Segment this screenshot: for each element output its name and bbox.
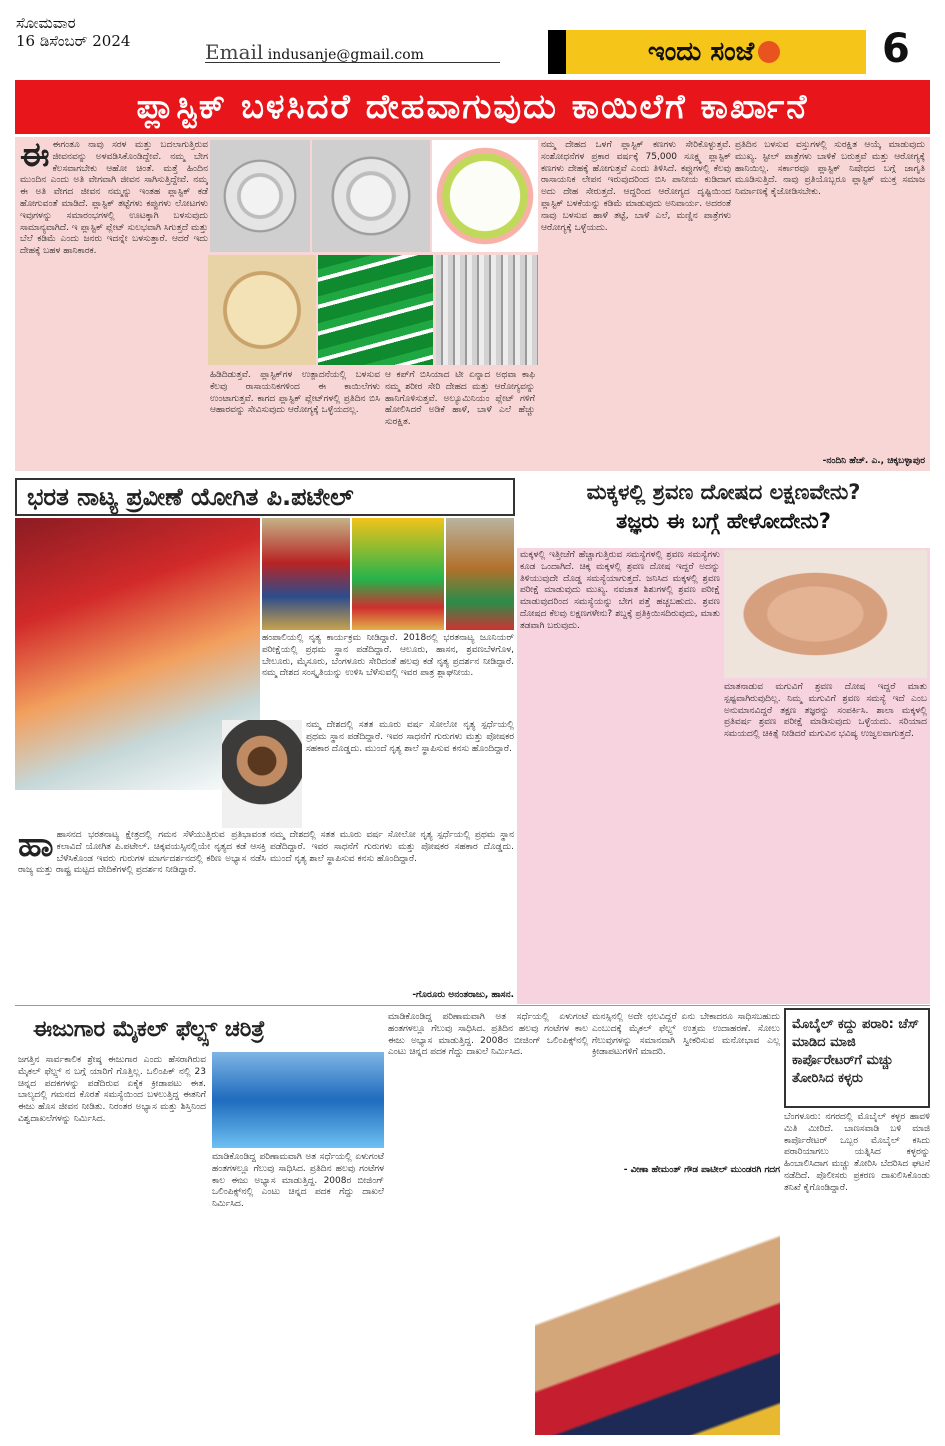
ear-col-1: ಮಕ್ಕಳಲ್ಲಿ ಇತ್ತೀಚೆಗೆ ಹೆಚ್ಚಾಗುತ್ತಿರುವ ಸಮಸ್ಯೆಗಳಲ್ಲಿ ಶ್ರವಣ ಸಮಸ್ಯೆಗಳು ಕೂಡ ಒಂದಾಗಿದೆ. ಚಿಕ್ಕ ಮಕ್ಕಳಲ್ಲಿ ಶ್ರವಣ ದೋಷ ಇದ್ದರೆ ಅದನ್ನು ತಿಳಿಯುವುದೇ ದೊಡ್ಡ ಸಮಸ್ಯೆಯಾಗುತ್ತದೆ. ಜನಿಸಿದ ಮಕ್ಕಳಲ್ಲಿ ಶ್ರವಣ ಪರೀಕ್ಷೆ ಮಾಡುವುದು ಮುಖ್ಯ. ನವಜಾತ ಶಿಶುಗಳಲ್ಲಿ ಶ್ರವಣ ಪರೀಕ್ಷೆ ಮಾಡುವುದರಿಂದ ಸಮಸ್ಯೆಯನ್ನು ಬೇಗ ಪತ್ತೆ ಹಚ್ಚಬಹುದು. ಶ್ರವಣ ದೋಷದ ಕೆಲವು ಲಕ್ಷಣಗಳೇನು? ಶಬ್ದಕ್ಕೆ ಪ್ರತಿಕ್ರಿಯಿಸದಿರುವುದು, ಮಾತು ತಡವಾಗಿ ಬರುವುದು. [520, 550, 720, 631]
email-address[interactable]: indusanje@gmail.com [267, 47, 424, 63]
dance-dropcap: ಹಾ [18, 830, 54, 865]
green-plates-photo [318, 255, 433, 365]
swimmer-gold-medal-photo [535, 1190, 780, 1435]
stacked-plates-photo [436, 255, 538, 365]
publication-date: 16 ಡಿಸೆಂಬರ್ 2024 [16, 32, 131, 50]
masthead [0, 0, 945, 78]
silver-bowls-photo [312, 140, 430, 252]
swim-col-2: ಮಾಡಿಕೊಂಡಿದ್ದ ಪರಿಣಾಮವಾಗಿ ಅತ ಸರ್ಧೆಯಲ್ಲಿ ಏಳುಗಂಟೆ ಹಂತಗಳಲ್ಲೂ ಗೆಲುವು ಸಾಧಿಸಿದ. ಪ್ರತಿದಿನ ಹಲವು ಗಂಟೆಗಳ ಕಾಲ ಈಜು ಅಭ್ಯಾಸ ಮಾಡುತ್ತಿದ್ದ. 2008ರ ಬೀಜಿಂಗ್ ಒಲಿಂಪಿಕ್ಸ್‌ನಲ್ಲಿ ಎಂಟು ಚಿನ್ನದ ಪದಕ ಗೆದ್ದು ದಾಖಲೆ ನಿರ್ಮಿಸಿದ. [212, 1152, 384, 1210]
dropcap: ಈ [20, 140, 50, 175]
plastic-byline: -ನಂದಿನಿ ಹೆಚ್. ಎ., ಚಿಕ್ಕಬಳ್ಳಾಪುರ [822, 456, 925, 466]
plastic-col-1: ಈಈಗಂತೂ ನಾವು ಸರಳ ಮತ್ತು ಬದಲಾಗುತ್ತಿರುವ ಜೀವನವನ್ನು ಅಳವಡಿಸಿಕೊಂಡಿದ್ದೇವೆ. ನಮ್ಮ ಬೇಗ ಕೆಲಸವಾಗಬೇಕು ಆಹೋ ಚಿಂತೆ. ಮತ್ತೆ ಹಿಂದಿನ ಮುಂದಿನ ಎಂದು ಅತಿ ವೇಗವಾಗಿ ಜೀವನ ಸಾಗಿಸುತ್ತಿದ್ದೇವೆ. ನಮ್ಮ ಈ ಅತಿ ವೇಗದ ಜೀವನ ನಮ್ಮನ್ನು ಇಂತಹ ಪ್ಲಾಸ್ಟಿಕ್ ಕಡೆ ಹೋಗುವಂತೆ ಮಾಡಿದೆ. ಪ್ಲಾಸ್ಟಿಕ್ ತಟ್ಟೆಗಳು ಕಪ್ಪುಗಳು ಲೋಟಗಳು ಇವುಗಳನ್ನು ಸಮಾರಂಭಗಳಲ್ಲಿ ಊಟಕ್ಕಾಗಿ ಬಳಸುವುದು ಸಾಮಾನ್ಯವಾಗಿದೆ. ಇ ಪ್ಲಾಸ್ಟಿಕ್ ಪ್ಲೇಟ್ ಸುಲಭವಾಗಿ ಸಿಗುತ್ತದೆ ಮತ್ತು ಬೆಲೆ ಕಡಿಮೆ ಎಂದು ಜನರು ಇದನ್ನೇ ಬಳಸುತ್ತಾರೆ. ಆದರೆ ಇದು ದೇಹಕ್ಕೆ ಬಹಳ ಹಾನಿಕಾರಕ. [20, 140, 208, 257]
date-block [16, 14, 130, 50]
newspaper-logo [548, 30, 866, 74]
dance-col-3: ನಮ್ಮ ದೇಶದಲ್ಲಿ ಸತತ ಮೂರು ವರ್ಷ ಸೋಲೋ ನೃತ್ಯ ಸ್ಪರ್ಧೆಯಲ್ಲಿ ಪ್ರಥಮ ಸ್ಥಾನ ಪಡೆದಿದ್ದಾರೆ. ಇವರ ಸಾಧನೆಗೆ ಗುರುಗಳು ಮತ್ತು ಪೋಷಕರ ಸಹಕಾರ ದೊಡ್ಡದು. ಮುಂದೆ ನೃತ್ಯ ಶಾಲೆ ಸ್ಥಾಪಿಸುವ ಕನಸು ಹೊಂದಿದ್ದಾರೆ. [270, 830, 514, 864]
dancer-yakshagana-photo [352, 518, 444, 630]
section-divider [15, 1005, 930, 1006]
swimmer-butterfly-photo [212, 1052, 384, 1148]
swim-byline: - ವೀಣಾ ಹೇಮಂತ್ ಗೌಡ ಪಾಟೀಲ್ ಮುಂಡರಗಿ ಗದಗ [623, 1165, 780, 1175]
chess-body: ಬೆಂಗಳೂರು: ನಗರದಲ್ಲಿ ಮೊಬೈಲ್ ಕಳ್ಳರ ಹಾವಳಿ ಮಿತಿ ಮೀರಿದೆ. ಬಾಣಸವಾಡಿ ಬಳಿ ಮಾಜಿ ಕಾರ್ಪೊರೇಟರ್ ಒಬ್ಬರ ಮೊಬೈಲ್ ಕಸಿದು ಪರಾರಿಯಾಗಲು ಯತ್ನಿಸಿದ ಕಳ್ಳರನ್ನು ಹಿಂಬಾಲಿಸಿದಾಗ ಮಚ್ಚು ತೋರಿಸಿ ಬೆದರಿಸಿದ ಘಟನೆ ನಡೆದಿದೆ. ಪೊಲೀಸರು ಪ್ರಕರಣ ದಾಖಲಿಸಿಕೊಂಡು ತನಿಖೆ ಕೈಗೊಂಡಿದ್ದಾರೆ. [784, 1112, 930, 1193]
swim-col-1: ಜಗತ್ತಿನ ಸಾರ್ವಕಾಲಿಕ ಶ್ರೇಷ್ಠ ಈಜುಗಾರ ಎಂದು ಹೆಸರಾಗಿರುವ ಮೈಕಲ್ ಫೆಲ್ಪ್ಸ್ ನ ಬಗ್ಗೆ ಯಾರಿಗೆ ಗೊತ್ತಿಲ್ಲ. ಒಲಿಂಪಿಕ್ ನಲ್ಲಿ 23 ಚಿನ್ನದ ಪದಕಗಳನ್ನು ಪಡೆದಿರುವ ಏಕೈಕ ಕ್ರೀಡಾಪಟು ಈತ. ಬಾಲ್ಯದಲ್ಲಿ ಗಮನದ ಕೊರತೆ ಸಮಸ್ಯೆಯಿಂದ ಬಳಲುತ್ತಿದ್ದ ಈತನಿಗೆ ಈಜು ಹೊಸ ಜೀವನ ನೀಡಿತು. ನಿರಂತರ ಅಭ್ಯಾಸ ಮತ್ತು ಶಿಸ್ತಿನಿಂದ ವಿಶ್ವದಾಖಲೆಗಳನ್ನು ನಿರ್ಮಿಸಿದ. [18, 1055, 206, 1124]
dancer-costume-photo [262, 518, 350, 630]
swim-headline: ಈಜುಗಾರ ಮೈಕಲ್ ಫೆಲ್ಪ್ಸ್ ಚರಿತ್ರೆ [33, 1017, 265, 1042]
dance-col-2b: ನಮ್ಮ ದೇಶದಲ್ಲಿ ಸತತ ಮೂರು ವರ್ಷ ಸೋಲೋ ನೃತ್ಯ ಸ್ಪರ್ಧೆಯಲ್ಲಿ ಪ್ರಥಮ ಸ್ಥಾನ ಪಡೆದಿದ್ದಾರೆ. ಇವರ ಸಾಧನೆಗೆ ಗುರುಗಳು ಮತ್ತು ಪೋಷಕರ ಸಹಕಾರ ದೊಡ್ಡದು. ಮುಂದೆ ನೃತ್ಯ ಶಾಲೆ ಸ್ಥಾಪಿಸುವ ಕನಸು ಹೊಂದಿದ್ದಾರೆ. [306, 720, 514, 754]
areca-plate-photo [208, 255, 316, 365]
dance-col-1: ಹಾಹಾಸನದ ಭರತನಾಟ್ಯ ಕ್ಷೇತ್ರದಲ್ಲಿ ಗಮನ ಸೆಳೆಯುತ್ತಿರುವ ಪ್ರತಿಭಾವಂತ ಕಲಾವಿದೆ ಯೋಗಿತ ಪಿ.ಪಟೇಲ್. ಚಿಕ್ಕವಯಸ್ಸಿನಲ್ಲಿಯೇ ನೃತ್ಯದ ಕಡೆ ಆಸಕ್ತಿ ಬೆಳೆಸಿಕೊಂಡ ಇವರು ಗುರುಗಳ ಮಾರ್ಗದರ್ಶನದಲ್ಲಿ ಕಠಿಣ ಅಭ್ಯಾಸ ನಡೆಸಿ ರಾಜ್ಯ ಮತ್ತು ರಾಷ್ಟ್ರ ಮಟ್ಟದ ವೇದಿಕೆಗಳಲ್ಲಿ ಪ್ರದರ್ಶನ ನೀಡಿದ್ದಾರೆ. [18, 830, 266, 876]
floral-paper-plate-photo [432, 140, 538, 252]
email-line [205, 40, 424, 64]
ear-col-2: ಮಾತನಾಡುವ ಮಗುವಿಗೆ ಶ್ರವಣ ದೋಷ ಇದ್ದರೆ ಮಾತು ಸ್ಪಷ್ಟವಾಗಿರುವುದಿಲ್ಲ. ನಿಮ್ಮ ಮಗುವಿಗೆ ಶ್ರವಣ ಸಮಸ್ಯೆ ಇದೆ ಎಂಬ ಅನುಮಾನವಿದ್ದರೆ ತಕ್ಷಣ ತಜ್ಞರನ್ನು ಸಂಪರ್ಕಿಸಿ. ಶಾಲಾ ಮಕ್ಕಳಲ್ಲಿ ಪ್ರತಿವರ್ಷ ಶ್ರವಣ ಪರೀಕ್ಷೆ ಮಾಡಿಸುವುದು ಒಳ್ಳೆಯದು. ಸರಿಯಾದ ಸಮಯದಲ್ಲಿ ಚಿಕಿತ್ಸೆ ನೀಡಿದರೆ ಮಗುವಿನ ಭವಿಷ್ಯ ಉಜ್ವಲವಾಗುತ್ತದೆ. [724, 682, 927, 740]
sun-icon [758, 41, 780, 63]
plastic-col-4: ನಮ್ಮ ದೇಹದ ಒಳಗೆ ಪ್ಲಾಸ್ಟಿಕ್ ಕಣಗಳು ಸೇರಿಕೊಳ್ಳುತ್ತವೆ. ಸಂಶೋಧನೆಗಳ ಪ್ರಕಾರ ವರ್ಷಕ್ಕೆ 75,000 ಸೂಕ್ಷ್ಮ ಪ್ಲಾಸ್ಟಿಕ್ ಕಣಗಳು ದೇಹಕ್ಕೆ ಹೋಗುತ್ತವೆ ಎಂದು ತಿಳಿಸಿದೆ. ಕಪ್ಪುಗಳಲ್ಲಿ ಕೆಲವು ರಾಸಾಯನಿಕ ಲೇಪನ ಇರುವುದರಿಂದ ಬಿಸಿ ಪಾನೀಯ ಕುಡಿದಾಗ ಅದು ದೇಹ ಸೇರುತ್ತದೆ. ಆದ್ದರಿಂದ ಆರೋಗ್ಯದ ದೃಷ್ಟಿಯಿಂದ ಪ್ಲಾಸ್ಟಿಕ್ ಬಳಕೆಯನ್ನು ಕಡಿಮೆ ಮಾಡುವುದು ಅನಿವಾರ್ಯ. ಅದರಂತೆ ನಾವು ಬಳಸುವ ಹಾಳೆ ತಟ್ಟೆ, ಬಾಳೆ ಎಲೆ, ಮಣ್ಣಿನ ಪಾತ್ರೆಗಳು ಆರೋಗ್ಯಕ್ಕೆ ಒಳ್ಳೆಯದು. [541, 140, 731, 233]
dancer-stage-photo [446, 518, 514, 630]
ear-headline-line1: ಮಕ್ಕಳಲ್ಲಿ ಶ್ರವಣ ದೋಷದ ಲಕ್ಷಣವೇನು? [586, 480, 861, 504]
email-label: Email [205, 40, 264, 64]
weekday: ಸೋಮವಾರ [16, 14, 76, 32]
silver-plates-photo [210, 140, 310, 252]
plastic-col-5: ಪ್ರತಿದಿನ ಬಳಸುವ ವಸ್ತುಗಳಲ್ಲಿ ಸುರಕ್ಷಿತ ಆಯ್ಕೆ ಮಾಡುವುದು ಮುಖ್ಯ. ಸ್ಟೀಲ್ ಪಾತ್ರೆಗಳು ಬಾಳಿಕೆ ಬರುತ್ತವೆ ಮತ್ತು ಆರೋಗ್ಯಕ್ಕೆ ಹಾನಿಯಿಲ್ಲ. ಸರ್ಕಾರವೂ ಪ್ಲಾಸ್ಟಿಕ್ ನಿಷೇಧದ ಬಗ್ಗೆ ಜಾಗೃತಿ ಮೂಡಿಸುತ್ತಿದೆ. ನಾವು ಪ್ರತಿಯೊಬ್ಬರೂ ಪ್ಲಾಸ್ಟಿಕ್ ಮುಕ್ತ ಸಮಾಜ ನಿರ್ಮಾಣಕ್ಕೆ ಕೈಜೋಡಿಸಬೇಕು. [735, 140, 925, 198]
ear-headline-line2: ತಜ್ಞರು ಈ ಬಗ್ಗೆ ಹೇಳೋದೇನು? [616, 509, 831, 533]
email-rule [205, 62, 500, 63]
plastic-headline: ಪ್ಲಾಸ್ಟಿಕ್ ಬಳಸಿದರೆ ದೇಹವಾಗುವುದು ಕಾಯಿಲೆಗೆ ಕಾರ್ಖಾನೆ [15, 80, 930, 134]
dancer-portrait-photo [222, 720, 302, 828]
dance-headline: ಭರತ ನಾಟ್ಯ ಪ್ರವೀಣೆ ಯೋಗಿತ ಪಿ.ಪಟೇಲ್ [15, 478, 515, 516]
ear-photo [724, 550, 927, 678]
dance-byline: -ಗೊರೂರು ಅನಂತರಾಜು, ಹಾಸನ. [412, 990, 514, 1000]
page-number: 6 [882, 26, 910, 72]
plastic-col-3: ಆ ಕಪ್‌ಗೆ ಬಿಸಿಯಾದ ಟೀ ಏನ್ನಾದ ಅಥವಾ ಕಾಫಿ ನಮ್ಮ ಶರೀರ ಸೇರಿ ದೇಹದ ಮತ್ತು ಆರೋಗ್ಯವನ್ನು ಹಾನಿಗೊಳಿಸುತ್ತವೆ. ಅಲ್ಯೂಮಿನಿಯಂ ಪ್ಲೇಟ್ ಗಳಿಗೆ ಹೋಲಿಸಿದರೆ ಅಡಿಕೆ ಹಾಳೆ, ಬಾಳೆ ಎಲೆ ಹೆಚ್ಚು ಸುರಕ್ಷಿತ. [385, 370, 535, 428]
ear-headline [517, 478, 930, 546]
swim-col-4: ಮನಸ್ಸಿನಲ್ಲಿ ಅದೇ ಛಲವಿದ್ದರೆ ಏನು ಬೇಕಾದರೂ ಸಾಧಿಸಬಹುದು ಎಂಬುದಕ್ಕೆ ಮೈಕಲ್ ಫೆಲ್ಪ್ಸ್ ಉತ್ತಮ ಉದಾಹರಣೆ. ಸೋಲು ಗೆಲುವುಗಳನ್ನು ಸಮಾನವಾಗಿ ಸ್ವೀಕರಿಸುವ ಮನೋಭಾವ ಎಲ್ಲ ಕ್ರೀಡಾಪಟುಗಳಿಗೆ ಮಾದರಿ. [592, 1012, 780, 1058]
plastic-col-2: ಹಿಡಿದಿಡುತ್ತವೆ. ಪ್ಲಾಸ್ಟಿಕ್‌ಗಳ ಉತ್ಪಾದನೆಯಲ್ಲಿ ಬಳಸುವ ಕೆಲವು ರಾಸಾಯನಿಕಗಳಿಂದ ಈ ಕಾಯಿಲೆಗಳು ಉಂಟಾಗುತ್ತವೆ. ಕಾಗದ ಪ್ಲಾಸ್ಟಿಕ್ ಪ್ಲೇಟ್‌ಗಳಲ್ಲಿ ಪ್ರತಿದಿನ ಬಿಸಿ ಆಹಾರವನ್ನು ಸೇವಿಸುವುದು ಆರೋಗ್ಯಕ್ಕೆ ಒಳ್ಳೆಯದಲ್ಲ. [210, 370, 380, 416]
swim-col-3: ಮಾಡಿಕೊಂಡಿದ್ದ ಪರಿಣಾಮವಾಗಿ ಅತ ಸರ್ಧೆಯಲ್ಲಿ ಏಳುಗಂಟೆ ಹಂತಗಳಲ್ಲೂ ಗೆಲುವು ಸಾಧಿಸಿದ. ಪ್ರತಿದಿನ ಹಲವು ಗಂಟೆಗಳ ಕಾಲ ಈಜು ಅಭ್ಯಾಸ ಮಾಡುತ್ತಿದ್ದ. 2008ರ ಬೀಜಿಂಗ್ ಒಲಿಂಪಿಕ್ಸ್‌ನಲ್ಲಿ ಎಂಟು ಚಿನ್ನದ ಪದಕ ಗೆದ್ದು ದಾಖಲೆ ನಿರ್ಮಿಸಿದ. [388, 1012, 588, 1058]
chess-headline: ಮೊಬೈಲ್ ಕದ್ದು ಪರಾರಿ: ಚೆಸ್ ಮಾಡಿದ ಮಾಜಿ ಕಾರ್ಪೊರೇಟರ್‌ಗೆ ಮಚ್ಚು ತೋರಿಸಿದ ಕಳ್ಳರು [784, 1008, 930, 1108]
dance-col-2: ಹಂಪಾಲಿಯಲ್ಲಿ ನೃತ್ಯ ಕಾರ್ಯಕ್ರಮ ನೀಡಿದ್ದಾರೆ. 2018ರಲ್ಲಿ ಭರತನಾಟ್ಯ ಜೂನಿಯರ್ ಪರೀಕ್ಷೆಯಲ್ಲಿ ಪ್ರಥಮ ಸ್ಥಾನ ಪಡೆದಿದ್ದಾರೆ. ಆಲೂರು, ಹಾಸನ, ಶ್ರವಣಬೆಳಗೊಳ, ಬೇಲೂರು, ಮೈಸೂರು, ಬೆಂಗಳೂರು ಸೇರಿದಂತೆ ಹಲವು ಕಡೆ ನೃತ್ಯ ಪ್ರದರ್ಶನ ನೀಡಿದ್ದಾರೆ. ನಮ್ಮ ದೇಶದ ಸಂಸ್ಕೃತಿಯನ್ನು ಉಳಿಸಿ ಬೆಳೆಸುವಲ್ಲಿ ಇವರ ಪಾತ್ರ ಶ್ಲಾಘನೀಯ. [262, 633, 514, 679]
logo-text: ಇಂದು ಸಂಜೆ [647, 36, 755, 67]
